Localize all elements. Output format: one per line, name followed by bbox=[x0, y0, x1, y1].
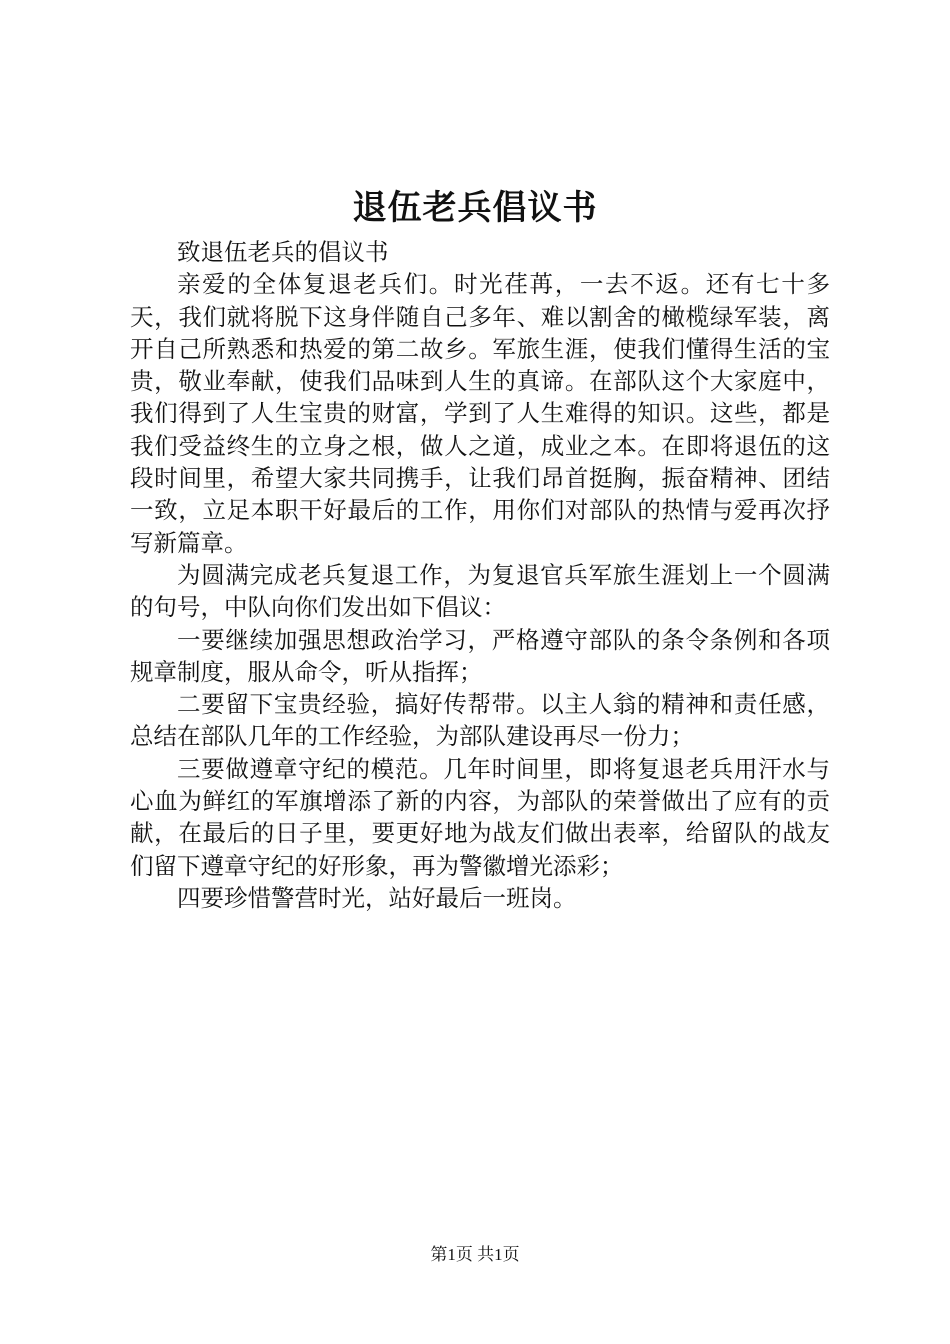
document-title: 退伍老兵倡议书 bbox=[352, 188, 598, 228]
page-number-footer: 第1页 共1页 bbox=[430, 1245, 520, 1264]
paragraph-point-4: 四要珍惜警营时光，站好最后一班岗。 bbox=[177, 883, 577, 912]
paragraph-intro: 亲爱的全体复退老兵们。时光荏苒，一去不返。还有七十多天，我们就将脱下这身伴随自己多年、难以割舍的橄榄绿军装，离开自己所熟悉和热爱的第二故乡。军旅生涯，使我们懂得生活的宝贵，敬业奉献，使我们品味到人生的真谛。在部队这个大家庭中，我们得到了人生宝贵的财富，学到了人生难得的知识。这些，都是我们受益终生的立身之根，做人之道，成业之本。在即将退伍的这段时间里，希望大家共同携手，让我们昂首挺胸，振奋精神、团结一致，立足本职干好最后的工作，用你们对部队的热情与爱再次抒写新篇章。 bbox=[130, 270, 830, 557]
paragraph-point-2: 二要留下宝贵经验，搞好传帮带。以主人翁的精神和责任感，总结在部队几年的工作经验，为部队建设再尽一份力； bbox=[130, 690, 830, 751]
paragraph-proposal: 为圆满完成老兵复退工作，为复退官兵军旅生涯划上一个圆满的句号，中队向你们发出如下倡议： bbox=[130, 560, 830, 622]
document-body bbox=[130, 236, 830, 914]
paragraph-point-1: 一要继续加强思想政治学习，严格遵守部队的条令条例和各项规章制度，服从命令，听从指挥； bbox=[130, 625, 830, 686]
paragraph-salutation: 致退伍老兵的倡议书 bbox=[177, 238, 389, 266]
paragraph-point-3: 三要做遵章守纪的模范。几年时间里，即将复退老兵用汗水与心血为鲜红的军旗增添了新的内容，为部队的荣誉做出了应有的贡献，在最后的日子里，要更好地为战友们做出表率，给留队的战友们留下遵章守纪的好形象，再为警徽增光添彩； bbox=[130, 754, 830, 880]
